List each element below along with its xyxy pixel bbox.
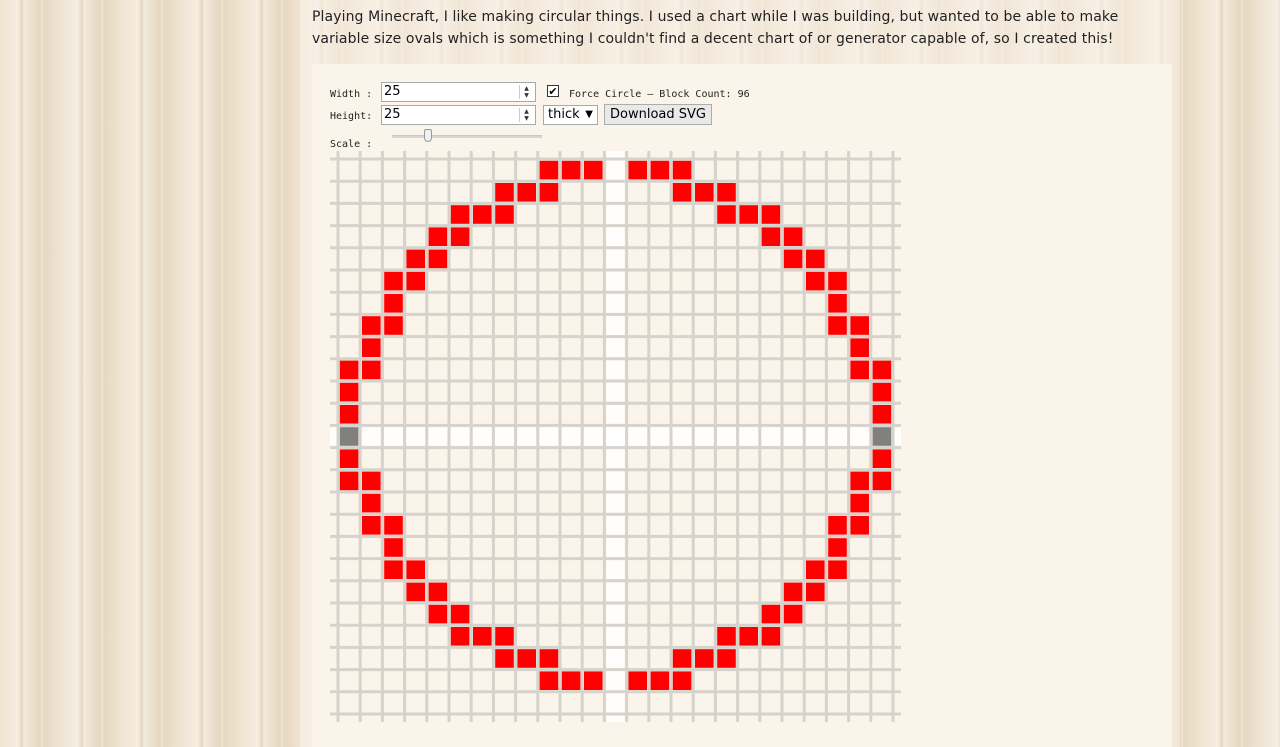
circle-block — [473, 205, 492, 224]
circle-block — [451, 627, 470, 646]
circle-block — [451, 227, 470, 246]
width-label: Width : — [330, 89, 373, 100]
circle-block — [762, 605, 781, 624]
circle-block — [495, 649, 514, 668]
circle-block — [362, 316, 381, 335]
circle-block — [873, 472, 892, 491]
circle-block — [873, 405, 892, 424]
force-circle-label: Force Circle — Block Count: 96 — [569, 89, 750, 100]
circle-block — [540, 183, 559, 202]
circle-block — [873, 383, 892, 402]
checkmark-icon: ✔ — [548, 85, 558, 98]
circle-block — [406, 272, 425, 291]
circle-block — [540, 671, 559, 690]
circle-block — [540, 649, 559, 668]
circle-block — [828, 272, 847, 291]
circle-block — [384, 294, 403, 313]
intro-line-2: variable size ovals which is something I couldn't find a decent chart of or generator capable of, so I created this! — [312, 31, 1114, 47]
intro-line-1: Playing Minecraft, I like making circular things. I used a chart while I was building, but wanted to be able to make — [312, 9, 1119, 25]
circle-block — [651, 161, 670, 180]
circle-block — [850, 494, 869, 513]
circle-block — [762, 205, 781, 224]
circle-block — [429, 605, 448, 624]
scale-slider-track[interactable] — [392, 135, 542, 138]
download-svg-button[interactable]: Download SVG — [604, 104, 712, 125]
circle-block — [739, 205, 758, 224]
circle-block — [784, 605, 803, 624]
circle-block — [429, 583, 448, 602]
spin-down-icon[interactable]: ▼ — [524, 92, 529, 99]
circle-block — [784, 250, 803, 269]
circle-block — [806, 250, 825, 269]
circle-block — [850, 316, 869, 335]
circle-block — [362, 516, 381, 535]
circle-block — [517, 649, 536, 668]
circle-block — [495, 627, 514, 646]
force-circle-checkbox[interactable] — [547, 85, 559, 97]
circle-block — [695, 649, 714, 668]
circle-block — [850, 472, 869, 491]
center-block — [340, 427, 359, 446]
circle-block — [384, 272, 403, 291]
circle-block — [517, 183, 536, 202]
circle-block — [850, 516, 869, 535]
circle-block — [828, 516, 847, 535]
circle-block — [828, 316, 847, 335]
circle-block — [784, 227, 803, 246]
circle-block — [473, 627, 492, 646]
circle-block — [717, 627, 736, 646]
circle-block — [429, 250, 448, 269]
circle-block — [384, 316, 403, 335]
circle-block — [451, 605, 470, 624]
circle-block — [673, 671, 692, 690]
circle-block — [717, 205, 736, 224]
circle-block — [562, 161, 581, 180]
thickness-select[interactable] — [543, 105, 598, 125]
scale-slider-thumb[interactable] — [424, 129, 432, 142]
circle-block — [384, 538, 403, 557]
circle-block — [850, 338, 869, 357]
circle-block — [406, 560, 425, 579]
circle-block — [362, 361, 381, 380]
circle-block — [850, 361, 869, 380]
circle-block — [762, 227, 781, 246]
spin-up-icon[interactable]: ▲ — [524, 85, 529, 92]
circle-block — [362, 472, 381, 491]
intro-text — [312, 6, 1172, 50]
circle-block — [384, 560, 403, 579]
circle-block — [340, 472, 359, 491]
circle-block — [406, 583, 425, 602]
circle-block — [540, 161, 559, 180]
circle-grid — [330, 151, 910, 731]
circle-block — [362, 494, 381, 513]
circle-block — [495, 205, 514, 224]
circle-block — [673, 183, 692, 202]
circle-block — [762, 627, 781, 646]
width-input[interactable] — [381, 82, 536, 102]
circle-block — [828, 538, 847, 557]
circle-block — [784, 583, 803, 602]
spin-down-icon[interactable]: ▼ — [524, 115, 529, 122]
circle-block — [340, 449, 359, 468]
circle-block — [806, 272, 825, 291]
spin-up-icon[interactable]: ▲ — [524, 108, 529, 115]
circle-block — [673, 649, 692, 668]
circle-block — [340, 361, 359, 380]
circle-block — [628, 161, 647, 180]
circle-block — [806, 583, 825, 602]
circle-block — [873, 449, 892, 468]
height-value: 25 — [384, 107, 401, 122]
circle-block — [828, 294, 847, 313]
height-input[interactable] — [381, 105, 536, 125]
circle-block — [673, 161, 692, 180]
circle-block — [584, 161, 603, 180]
height-label: Height: — [330, 111, 373, 122]
circle-block — [873, 361, 892, 380]
circle-block — [362, 338, 381, 357]
circle-block — [340, 405, 359, 424]
scale-label: Scale : — [330, 139, 373, 150]
horizontal-axis — [330, 427, 901, 445]
circle-block — [495, 183, 514, 202]
circle-block — [340, 383, 359, 402]
width-value: 25 — [384, 84, 401, 99]
circle-block — [384, 516, 403, 535]
circle-block — [451, 205, 470, 224]
circle-block — [584, 671, 603, 690]
center-block — [873, 427, 892, 446]
circle-block — [806, 560, 825, 579]
circle-block — [717, 649, 736, 668]
circle-block — [429, 227, 448, 246]
circle-block — [628, 671, 647, 690]
circle-block — [828, 560, 847, 579]
circle-block — [651, 671, 670, 690]
circle-block — [739, 627, 758, 646]
thickness-value: thick — [548, 107, 580, 122]
height-spinner[interactable] — [519, 108, 533, 122]
circle-block — [562, 671, 581, 690]
width-spinner[interactable] — [519, 85, 533, 99]
circle-block — [406, 250, 425, 269]
circle-block — [717, 183, 736, 202]
chevron-down-icon: ▼ — [585, 109, 593, 120]
circle-block — [695, 183, 714, 202]
